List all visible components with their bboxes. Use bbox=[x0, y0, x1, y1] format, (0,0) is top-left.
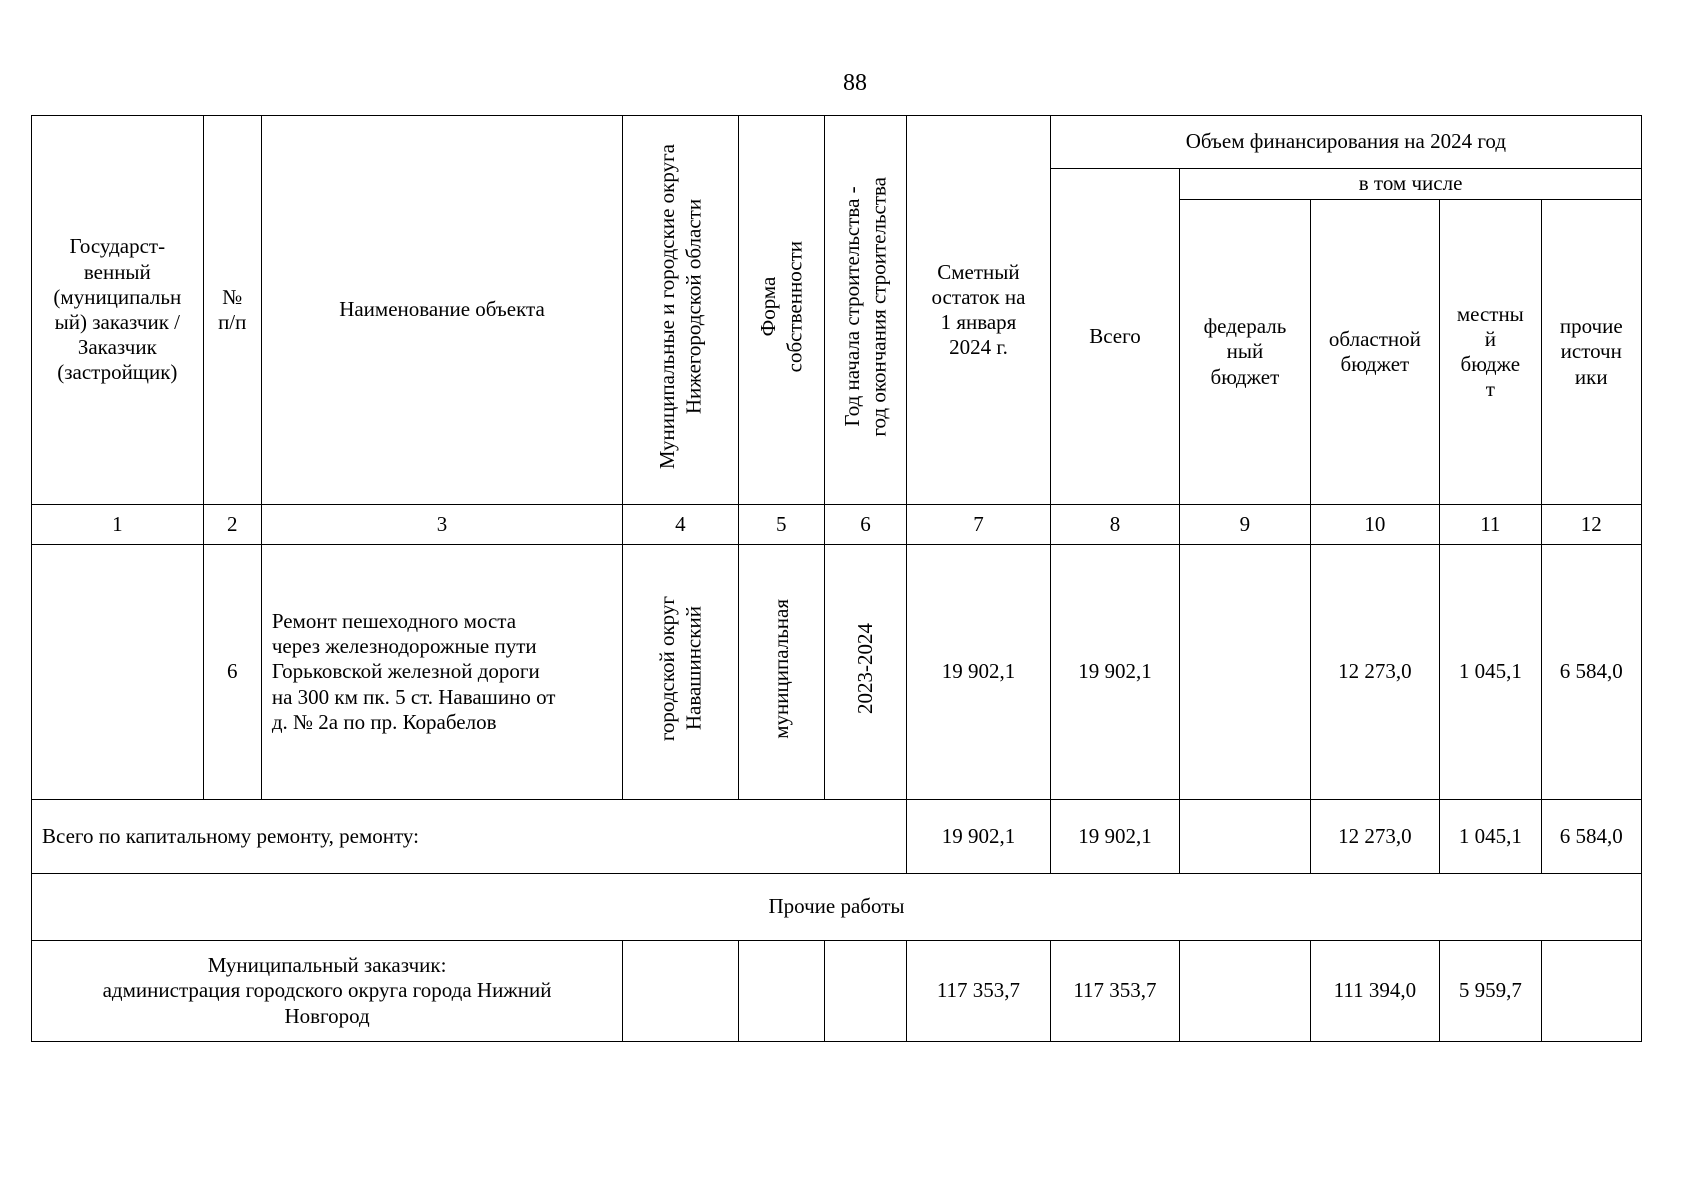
subtotal-label: Всего по капитальному ремонту, ремонту: bbox=[32, 800, 907, 874]
header-financing: Объем финансирования на 2024 год bbox=[1050, 116, 1641, 169]
column-number: 8 bbox=[1050, 505, 1179, 545]
header-row-1 bbox=[32, 116, 1642, 169]
column-number: 10 bbox=[1310, 505, 1439, 545]
customer-federal bbox=[1180, 941, 1310, 1042]
row-number: 6 bbox=[203, 545, 261, 800]
header-ownership-text: Форма собственности bbox=[755, 241, 807, 373]
header-including: в том числе bbox=[1180, 169, 1642, 200]
page-number: 88 bbox=[843, 70, 867, 96]
section-row bbox=[32, 874, 1642, 941]
customer-years bbox=[824, 941, 906, 1042]
customer-other bbox=[1541, 941, 1642, 1042]
row-ownership-text: муниципальная bbox=[769, 599, 794, 739]
table-row bbox=[32, 545, 1642, 800]
row-ownership bbox=[738, 545, 824, 800]
row-other: 6 584,0 bbox=[1541, 545, 1642, 800]
customer-estimate: 117 353,7 bbox=[907, 941, 1051, 1042]
row-years-text: 2023-2024 bbox=[853, 623, 878, 715]
column-number: 7 bbox=[907, 505, 1051, 545]
subtotal-row bbox=[32, 800, 1642, 874]
header-number: № п/п bbox=[203, 116, 261, 505]
subtotal-estimate: 19 902,1 bbox=[907, 800, 1051, 874]
customer-row bbox=[32, 941, 1642, 1042]
column-number: 9 bbox=[1180, 505, 1310, 545]
column-number: 4 bbox=[623, 505, 738, 545]
customer-label: Муниципальный заказчик: администрация городского округа города Нижний Новгород bbox=[32, 941, 623, 1042]
subtotal-other: 6 584,0 bbox=[1541, 800, 1642, 874]
customer-local: 5 959,7 bbox=[1440, 941, 1541, 1042]
customer-municipality bbox=[623, 941, 738, 1042]
column-number: 3 bbox=[261, 505, 622, 545]
subtotal-federal bbox=[1180, 800, 1310, 874]
column-number: 6 bbox=[824, 505, 906, 545]
header-regional: областной бюджет bbox=[1310, 200, 1439, 505]
column-number: 5 bbox=[738, 505, 824, 545]
column-number: 2 bbox=[203, 505, 261, 545]
header-federal: федераль ный бюджет bbox=[1180, 200, 1310, 505]
customer-total: 117 353,7 bbox=[1050, 941, 1179, 1042]
header-municipality-text: Муниципальные и городские округа Нижегородской области bbox=[655, 144, 706, 470]
customer-ownership bbox=[738, 941, 824, 1042]
header-total: Всего bbox=[1050, 169, 1179, 505]
row-total: 19 902,1 bbox=[1050, 545, 1179, 800]
header-object-name: Наименование объекта bbox=[261, 116, 622, 505]
header-local: местны й бюдже т bbox=[1440, 200, 1541, 505]
header-years-text: Год начала строительства - год окончания строительства bbox=[840, 177, 891, 437]
column-number: 1 bbox=[32, 505, 204, 545]
header-other: прочие источн ики bbox=[1541, 200, 1642, 505]
row-customer bbox=[32, 545, 204, 800]
subtotal-total: 19 902,1 bbox=[1050, 800, 1179, 874]
header-years bbox=[824, 116, 906, 505]
customer-regional: 111 394,0 bbox=[1310, 941, 1439, 1042]
header-customer: Государст- венный (муниципальн ый) заказчик / Заказчик (застройщик) bbox=[32, 116, 204, 505]
row-municipality bbox=[623, 545, 738, 800]
section-title: Прочие работы bbox=[32, 874, 1642, 941]
column-numbers-row bbox=[32, 505, 1642, 545]
row-federal bbox=[1180, 545, 1310, 800]
header-estimate: Сметный остаток на 1 января 2024 г. bbox=[907, 116, 1051, 505]
row-estimate: 19 902,1 bbox=[907, 545, 1051, 800]
column-number: 12 bbox=[1541, 505, 1642, 545]
row-municipality-text: городской округ Навашинский bbox=[655, 596, 706, 742]
financing-table bbox=[31, 115, 1642, 1042]
subtotal-local: 1 045,1 bbox=[1440, 800, 1541, 874]
row-regional: 12 273,0 bbox=[1310, 545, 1439, 800]
row-years bbox=[824, 545, 906, 800]
row-object-name: Ремонт пешеходного моста через железнодорожные пути Горьковской железной дороги на 300 км пк. 5 ст. Навашино от д. № 2а по пр. Корабелов bbox=[261, 545, 622, 800]
header-municipality bbox=[623, 116, 738, 505]
subtotal-regional: 12 273,0 bbox=[1310, 800, 1439, 874]
header-ownership bbox=[738, 116, 824, 505]
row-local: 1 045,1 bbox=[1440, 545, 1541, 800]
column-number: 11 bbox=[1440, 505, 1541, 545]
